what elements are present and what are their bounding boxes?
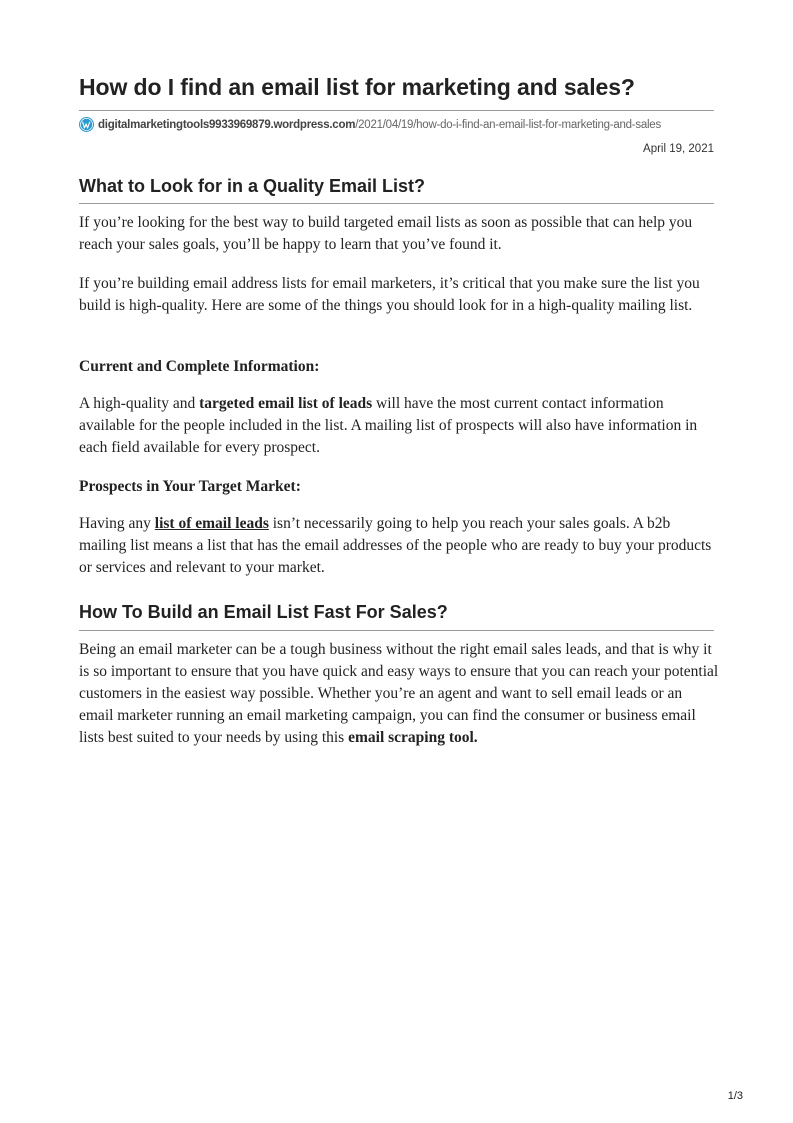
section-heading-quality-list: What to Look for in a Quality Email List?	[79, 176, 426, 196]
paragraph	[79, 639, 719, 749]
bold-phrase: targeted email list of leads	[199, 395, 373, 412]
text-run: A high-quality and	[79, 395, 200, 412]
text-run: Being an email marketer can be a tough business without the right email sales leads, and that is why it is so important to ensure that you have quick and easy ways to ensure that you can reach your potential customers in the easiest way possible. Whether you’re an agent and want to sell email leads or an email marketer running an email marketing campaign, you can find the consumer or business email lists best suited to your needs by using this	[79, 641, 719, 746]
text-run: will have the most current contact information available for the people included in the list. A mailing list of prospects will also have information in each field available for every prospect.	[79, 395, 698, 456]
bold-phrase: email scraping tool.	[348, 729, 478, 746]
paragraph: If you’re looking for the best way to build targeted email lists as soon as possible that can help you reach your sales goals, you’ll be happy to learn that you’ve found it.	[79, 214, 693, 253]
source-domain[interactable]: digitalmarketingtools9933969879.wordpress.com	[98, 118, 356, 131]
subheading-text: Current and Complete Information:	[79, 358, 320, 375]
text-run: Having any	[79, 515, 155, 532]
section-divider	[79, 203, 714, 204]
wordpress-icon	[79, 117, 94, 132]
title-divider	[79, 110, 714, 111]
subheading-text: Prospects in Your Target Market:	[79, 478, 301, 495]
email-leads-link[interactable]: list of email leads	[154, 515, 269, 532]
source-path[interactable]: /2021/04/19/how-do-i-find-an-email-list-for-marketing-and-sales	[355, 118, 661, 131]
text-run: isn’t necessarily going to help you reach your sales goals. A b2b mailing list means a list that has the email addresses of the people who are ready to buy your products or services and relevant to your market.	[79, 515, 712, 576]
subheading-current-info	[79, 356, 719, 378]
source-url[interactable]	[79, 117, 714, 132]
page-number: 1/3	[727, 1090, 743, 1102]
paragraph	[79, 393, 719, 459]
paragraph: If you’re building email address lists for email marketers, it’s critical that you make sure the list you build is high-quality. Here are some of the things you should look for in a high-quality mailing list.	[79, 275, 700, 314]
paragraph	[79, 513, 719, 579]
page-title: How do I find an email list for marketing and sales?	[79, 74, 635, 100]
subheading-target-market	[79, 476, 719, 498]
publish-date: April 19, 2021	[643, 143, 714, 155]
section-divider	[79, 630, 714, 631]
section-heading-build-list: How To Build an Email List Fast For Sales?	[79, 602, 448, 622]
